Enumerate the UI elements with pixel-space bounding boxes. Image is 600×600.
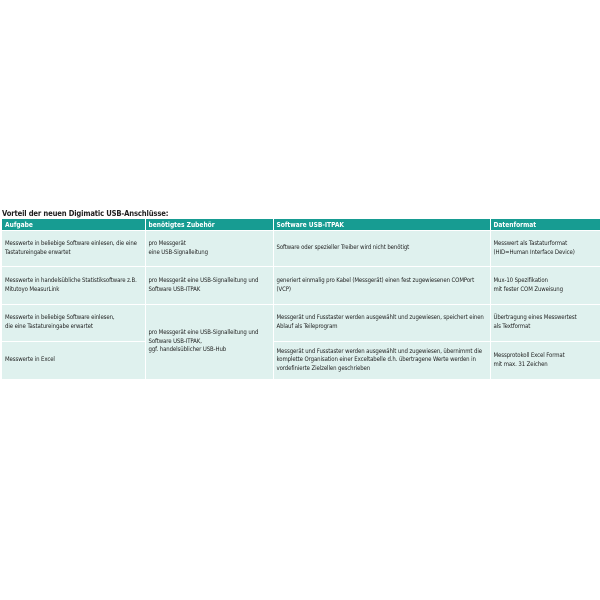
cell-aufgabe: Messwerte in handelsübliche Statistiksoftware z.B. Mitutoyo MeasurLink <box>2 267 145 305</box>
table-row <box>2 267 600 305</box>
cell-software: Software oder spezieller Treiber wird nicht benötigt <box>273 231 490 267</box>
cell-datenformat: Messprotokoll Excel Format mit max. 31 Zeichen <box>490 342 600 380</box>
cell-aufgabe: Messwerte in beliebige Software einlesen, die eine Tastatureingabe erwartet <box>2 305 145 342</box>
cell-software: generiert einmalig pro Kabel (Messgerät) einen fest zugewiesenen COMPort (VCP) <box>273 267 490 305</box>
document <box>2 209 600 379</box>
cell-aufgabe: Messwerte in beliebige Software einlesen, die eine Tastatureingabe erwartet <box>2 231 145 267</box>
cell-software: Messgerät und Fusstaster werden ausgewählt und zugewiesen, speichert einen Ablauf als Teileprogram <box>273 305 490 342</box>
table-heading: Vorteil der neuen Digimatic USB-Anschlüsse: <box>2 209 169 218</box>
cell-software: Messgerät und Fusstaster werden ausgewählt und zugewiesen, übernimmt die komplette Organisation einer Exceltabelle d.h. übertragene Werte werden in vordefinierte Zielzellen geschrieben <box>273 342 490 380</box>
cell-zubehoer: pro Messgerät eine USB-Signalleitung <box>145 231 273 267</box>
column-header-zubehoer: benötigtes Zubehör <box>145 219 273 231</box>
cell-aufgabe: Messwerte in Excel <box>2 342 145 380</box>
comparison-table <box>2 219 600 379</box>
column-header-software: Software USB-ITPAK <box>273 219 490 231</box>
table-row <box>2 305 600 342</box>
cell-datenformat: Übertragung eines Messwertest als Textformat <box>490 305 600 342</box>
table-row <box>2 231 600 267</box>
table-row <box>2 342 600 380</box>
cell-zubehoer: pro Messgerät eine USB-Signalleitung und Software USB-ITPAK <box>145 267 273 305</box>
column-header-datenformat: Datenformat <box>490 219 600 231</box>
cell-datenformat: Mux-10 Spezifikation mit fester COM Zuweisung <box>490 267 600 305</box>
cell-zubehoer: pro Messgerät eine USB-Signalleitung und Software USB-ITPAK, ggf. handelsüblicher USB-Hub <box>145 305 273 380</box>
table-header-row <box>2 219 600 231</box>
cell-datenformat: Messwert als Tastaturformat (HID=Human Interface Device) <box>490 231 600 267</box>
column-header-aufgabe: Aufgabe <box>2 219 145 231</box>
